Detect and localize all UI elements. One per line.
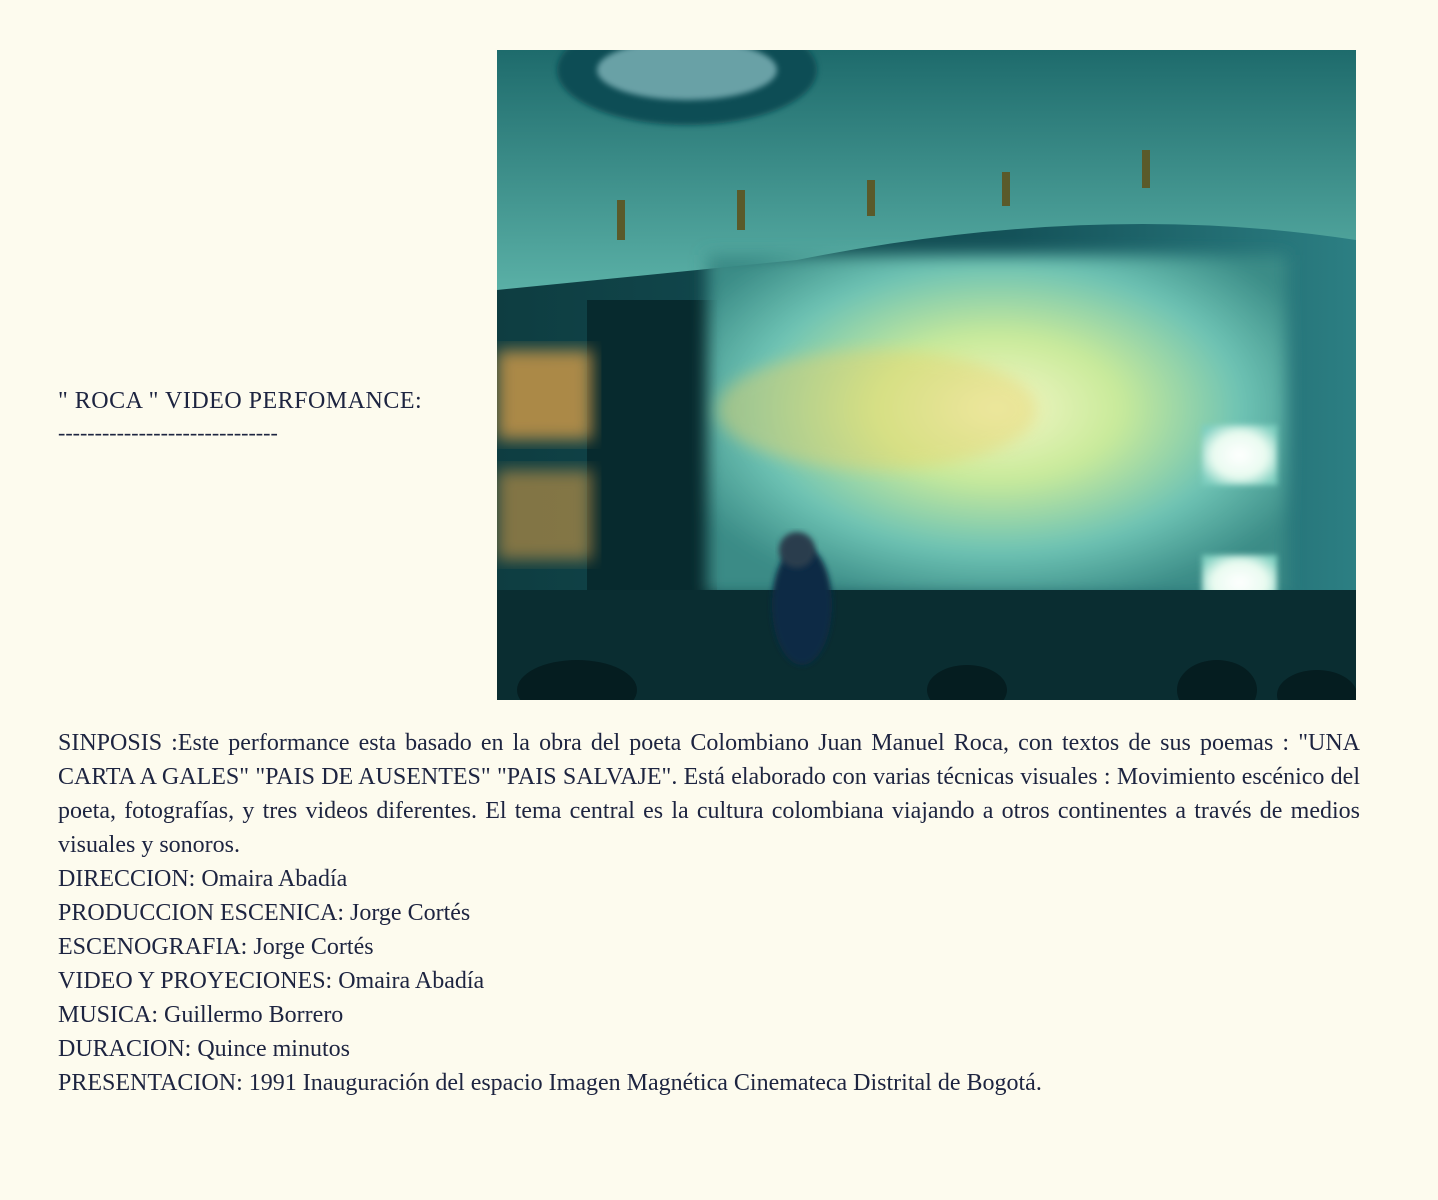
performance-photo xyxy=(497,50,1356,700)
credit-music: MUSICA: Guillermo Borrero xyxy=(58,1002,344,1028)
credit-video-projections: VIDEO Y PROYECIONES: Omaira Abadía xyxy=(58,968,485,994)
credit-duration: DURACION: Quince minutos xyxy=(58,1036,350,1062)
title-underline: ------------------------------ xyxy=(58,420,278,445)
theater-photo-icon xyxy=(497,50,1356,700)
credit-scenography: ESCENOGRAFIA: Jorge Cortés xyxy=(58,934,374,960)
credit-direction: DIRECCION: Omaira Abadía xyxy=(58,866,348,892)
page-title: " ROCA " VIDEO PERFOMANCE: xyxy=(58,388,423,414)
body-text xyxy=(58,726,1360,1100)
presentation-paragraph: PRESENTACION: 1991 Inauguración del espacio Imagen Magnética Cinemateca Distrital de Bogotá. xyxy=(58,1070,1042,1096)
credit-stage-production: PRODUCCION ESCENICA: Jorge Cortés xyxy=(58,900,471,926)
synopsis-paragraph: SINPOSIS :Este performance esta basado en la obra del poeta Colombiano Juan Manuel Roca, con textos de sus poemas : "UNA CARTA A GALES" "PAIS DE AUSENTES" "PAIS SALVAJE". Está elaborado con varias técnicas visuales : Movimiento escénico del poeta, fotografías, y tres videos diferentes. El tema central es la cultura colombiana viajando a otros continentes a través de medios visuales y sonoros. xyxy=(58,730,1360,858)
